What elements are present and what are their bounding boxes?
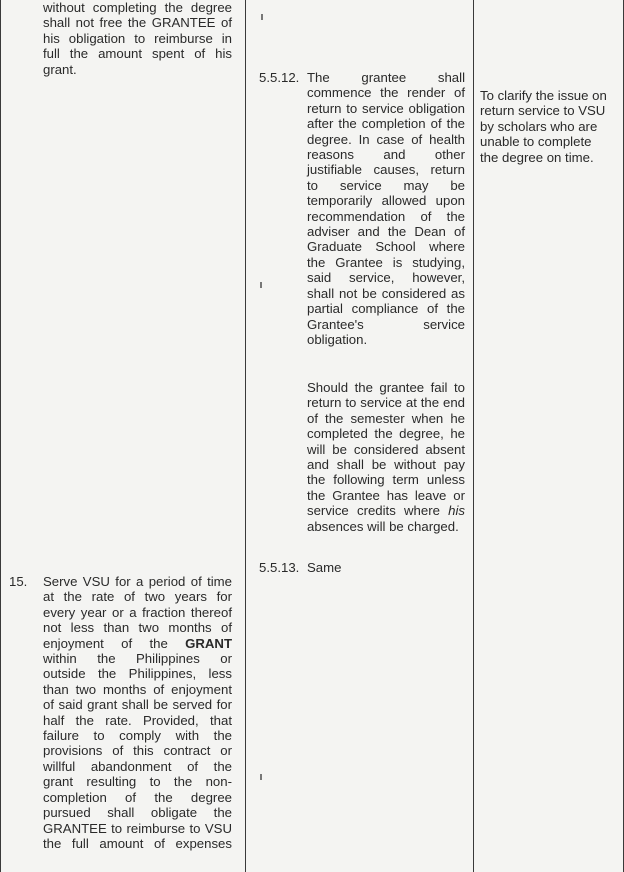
text-line: willful abandonment of the <box>43 758 232 774</box>
text-line: Should the grantee fail to <box>307 380 465 395</box>
text-line: justifiable causes, return <box>307 162 465 178</box>
text-line: shall not be considered as <box>307 285 465 301</box>
text-line: commence the render of <box>307 85 465 101</box>
text-line: unable to complete <box>480 134 592 150</box>
section-5-5-12-number: 5.5.12. <box>259 70 300 85</box>
text-line: of the semester when he <box>307 410 465 426</box>
item-15-paragraph <box>43 574 232 851</box>
text-line: will be considered absent <box>307 441 465 457</box>
text-line: degree. In case of health <box>307 131 465 147</box>
text-line: within the Philippines or <box>43 651 232 667</box>
text-line: recommendation of the <box>307 208 465 224</box>
text-line: reasons and other <box>307 147 465 163</box>
scan-mark <box>260 774 262 780</box>
text-line: the Grantee has leave or <box>307 487 465 503</box>
text-line: return service to VSU <box>480 103 606 119</box>
section-5-5-12-paragraph-2 <box>307 380 465 534</box>
text-line: the Grantee is studying, <box>307 254 465 270</box>
scan-mark <box>261 14 263 20</box>
scan-mark <box>260 282 262 288</box>
text-fragment: service credits where <box>307 503 440 519</box>
italic-term: his <box>448 503 465 519</box>
text-line: to service may be <box>307 177 465 193</box>
text-line: his obligation to reimburse in <box>43 30 232 46</box>
text-line: grant. <box>43 61 77 77</box>
text-line: obligation. <box>307 331 368 347</box>
text-line: To clarify the issue on <box>480 88 607 103</box>
text-line: provisions of this contract or <box>43 743 232 759</box>
text-line: failure to comply with the <box>43 728 232 744</box>
text-line: grant resulting to the non- <box>43 774 232 790</box>
text-fragment: enjoyment of the <box>43 635 168 651</box>
text-line: and shall be without pay <box>307 457 465 473</box>
section-5-5-13-text: Same <box>307 560 342 575</box>
text-line: full the amount spent of his <box>43 46 232 62</box>
text-line: without completing the degree <box>43 0 232 15</box>
text-line: of said grant shall be served for <box>43 697 232 713</box>
text-line: the following term unless <box>307 472 465 488</box>
text-line: by scholars who are <box>480 118 598 134</box>
text-line: said service, however, <box>307 270 465 286</box>
text-line: the degree on time. <box>480 149 594 165</box>
text-line: the full amount of expenses <box>43 835 232 851</box>
text-line: return to service at the end <box>307 395 465 411</box>
text-line <box>307 503 465 518</box>
text-line: partial compliance of the <box>307 301 465 317</box>
text-line: completion of the degree <box>43 789 232 805</box>
text-line: than two months of enjoyment <box>43 681 232 697</box>
text-line: shall not free the GRANTEE of <box>43 15 232 31</box>
text-line: GRANTEE to reimburse to VSU <box>43 820 232 836</box>
text-line: every year or a fraction thereof <box>43 604 232 620</box>
text-line: Graduate School where <box>307 239 465 255</box>
text-line: Grantee's service <box>307 316 465 332</box>
text-line: completed the degree, he <box>307 426 465 442</box>
column-divider-2 <box>473 0 474 872</box>
text-line: adviser and the Dean of <box>307 224 465 240</box>
column-divider-1 <box>245 0 246 872</box>
section-5-5-13-number: 5.5.13. <box>259 560 300 575</box>
text-line: absences will be charged. <box>307 518 459 534</box>
text-line: temporarily allowed upon <box>307 193 465 209</box>
col1-top-paragraph <box>43 0 232 77</box>
text-line: return to service obligation <box>307 100 465 116</box>
text-line: Serve VSU for a period of time <box>43 574 232 589</box>
section-5-5-12-paragraph <box>307 70 465 347</box>
text-line: not less than two months of <box>43 620 232 636</box>
rationale-paragraph <box>480 88 617 165</box>
text-line: outside the Philippines, less <box>43 666 232 682</box>
text-line: The grantee shall <box>307 70 465 85</box>
item-15-number: 15. <box>9 574 28 589</box>
text-line: pursued shall obligate the <box>43 805 232 821</box>
text-line <box>43 636 232 651</box>
text-line: half the rate. Provided, that <box>43 712 232 728</box>
bold-term: GRANT <box>185 635 232 651</box>
text-line: at the rate of two years for <box>43 589 232 605</box>
text-line: after the completion of the <box>307 116 465 132</box>
